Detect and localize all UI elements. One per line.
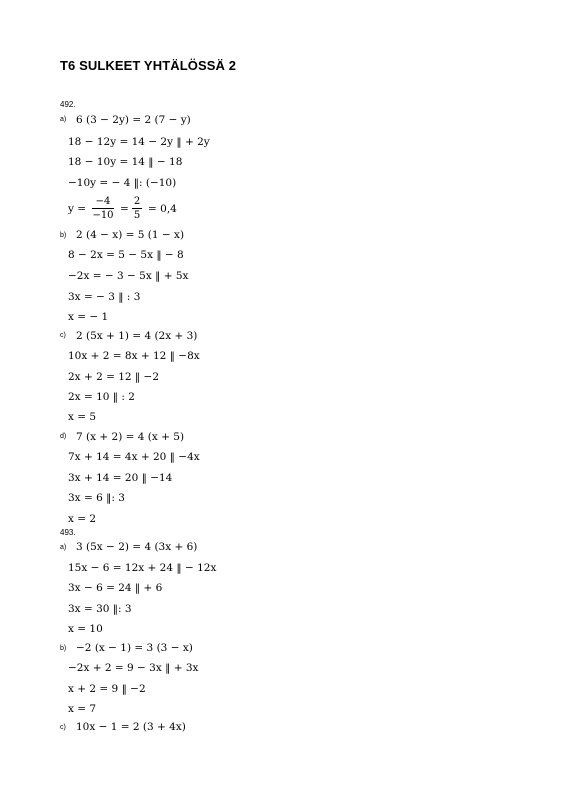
problem-number: 493. [60,528,76,537]
problem-number: 492. [60,100,76,109]
equation-line: 6 (3 − 2y) = 2 (7 − y) [76,114,191,126]
fraction-denominator: 5 [133,210,141,221]
equation-line: 2x + 2 = 12 ‖ −2 [68,371,159,383]
part-label: c) [60,332,66,339]
equation-line: 3x = − 3 ‖ : 3 [68,291,141,303]
equation-line: −2x + 2 = 9 − 3x ‖ + 3x [68,662,199,674]
fraction-numerator: 2 [133,196,141,207]
equation-line: 7 (x + 2) = 4 (x + 5) [76,431,185,443]
equation-line: −2 (x − 1) = 3 (3 − x) [76,642,193,654]
part-label: c) [60,724,66,731]
fraction-result: = 0,4 [148,203,177,215]
equation-line: 2 (4 − x) = 5 (1 − x) [76,229,185,241]
equation-line: 3x + 14 = 20 ‖ −14 [68,472,173,484]
equation-line: 3x = 6 ‖: 3 [68,492,125,504]
equation-line: 10x + 2 = 8x + 12 ‖ −8x [68,350,200,362]
equation-line: x = 2 [68,513,97,525]
equation-line: x = 5 [68,411,97,423]
equation-line: 15x − 6 = 12x + 24 ‖ − 12x [68,562,217,574]
equation-line: −10y = − 4 ‖: (−10) [68,177,177,189]
part-label: a) [60,116,67,123]
equation-line: 2x = 10 ‖ : 2 [68,391,135,403]
part-label: b) [60,232,67,239]
equation-line: 3 (5x − 2) = 4 (3x + 6) [76,541,198,553]
fraction-denominator: −10 [92,210,114,221]
equation-line: x = 7 [68,703,97,715]
equation-line: x + 2 = 9 ‖ −2 [68,683,146,695]
equals-sign: = [120,203,129,215]
part-label: b) [60,645,67,652]
part-label: d) [60,433,67,440]
equation-line: 18 − 10y = 14 ‖ − 18 [68,156,183,168]
equation-line: 7x + 14 = 4x + 20 ‖ −4x [68,451,200,463]
equation-line: x = 10 [68,623,103,635]
equation-line: x = − 1 [68,311,109,323]
equation-line: 3x − 6 = 24 ‖ + 6 [68,582,163,594]
equation-line: 8 − 2x = 5 − 5x ‖ − 8 [68,249,184,261]
fraction-numerator: −4 [95,196,111,207]
equation-line: 2 (5x + 1) = 4 (2x + 3) [76,330,198,342]
fraction-bar [132,208,142,209]
page-title: T6 SULKEET YHTÄLÖSSÄ 2 [60,58,237,73]
equation-line: −2x = − 3 − 5x ‖ + 5x [68,270,189,282]
fraction-lhs: y = [68,203,87,215]
equation-line: 3x = 30 ‖: 3 [68,603,132,615]
fraction-bar [92,208,114,209]
equation-line: 10x − 1 = 2 (3 + 4x) [76,721,186,733]
equation-line: 18 − 12y = 14 − 2y ‖ + 2y [68,136,210,148]
part-label: a) [60,544,67,551]
